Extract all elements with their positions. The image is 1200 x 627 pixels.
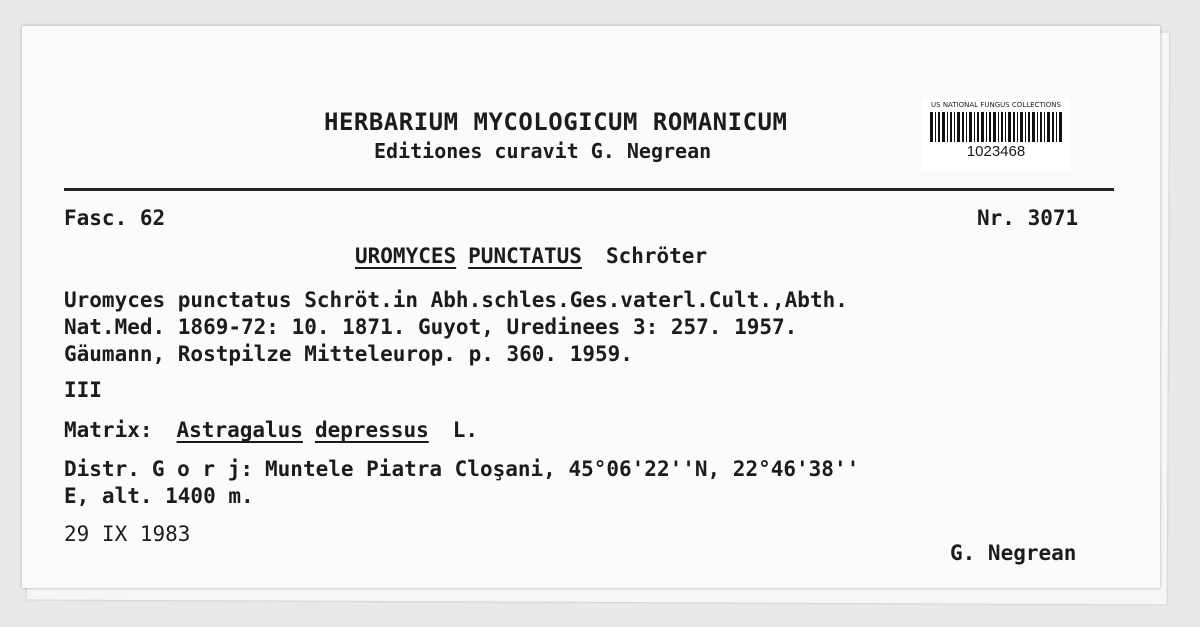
barcode-caption: US NATIONAL FUNGUS COLLECTIONS [931,101,1061,109]
collector-name: G. Negrean [950,541,1077,565]
fascicle-number: Fasc. 62 [64,206,166,230]
matrix-label: Matrix: [64,418,153,442]
header-divider [64,188,1114,191]
distribution-label: Distr. [64,457,140,481]
barcode-icon [930,112,1062,142]
matrix-genus: Astragalus [176,418,303,442]
species-author: Schröter [605,244,708,268]
matrix-author: L. [452,418,479,442]
distribution-county: G o r j: [151,457,254,481]
citation-line-3: Gäumann, Rostpilze Mitteleurop. p. 360. 1959. [64,342,633,366]
citation-line-1: Uromyces punctatus Schröt.in Abh.schles.Ges.vaterl.Cult.,Abth. [64,288,848,312]
distribution-locality: Muntele Piatra Cloşani, 45°06'22''N, 22°46'38'' [265,457,860,481]
species-genus: UROMYCES [355,244,457,268]
species-name [355,244,707,268]
barcode-tag [922,98,1070,170]
distribution-line-1 [64,457,859,481]
herbarium-label [22,26,1160,588]
species-epithet: PUNCTATUS [468,244,582,268]
citation-line-2: Nat.Med. 1869-72: 10. 1871. Guyot, Uredinees 3: 257. 1957. [64,315,798,339]
barcode-number: 1023468 [966,143,1026,160]
collection-date: 29 IX 1983 [64,522,191,546]
matrix-epithet: depressus [314,418,429,442]
specimen-number: Nr. 3071 [977,206,1079,230]
spore-stage: III [64,378,102,402]
herbarium-title: HERBARIUM MYCOLOGICUM ROMANICUM [324,108,788,136]
editor-line: Editiones curavit G. Negrean [374,139,712,163]
distribution-line-2: E, alt. 1400 m. [64,484,254,508]
matrix-line [64,418,478,442]
